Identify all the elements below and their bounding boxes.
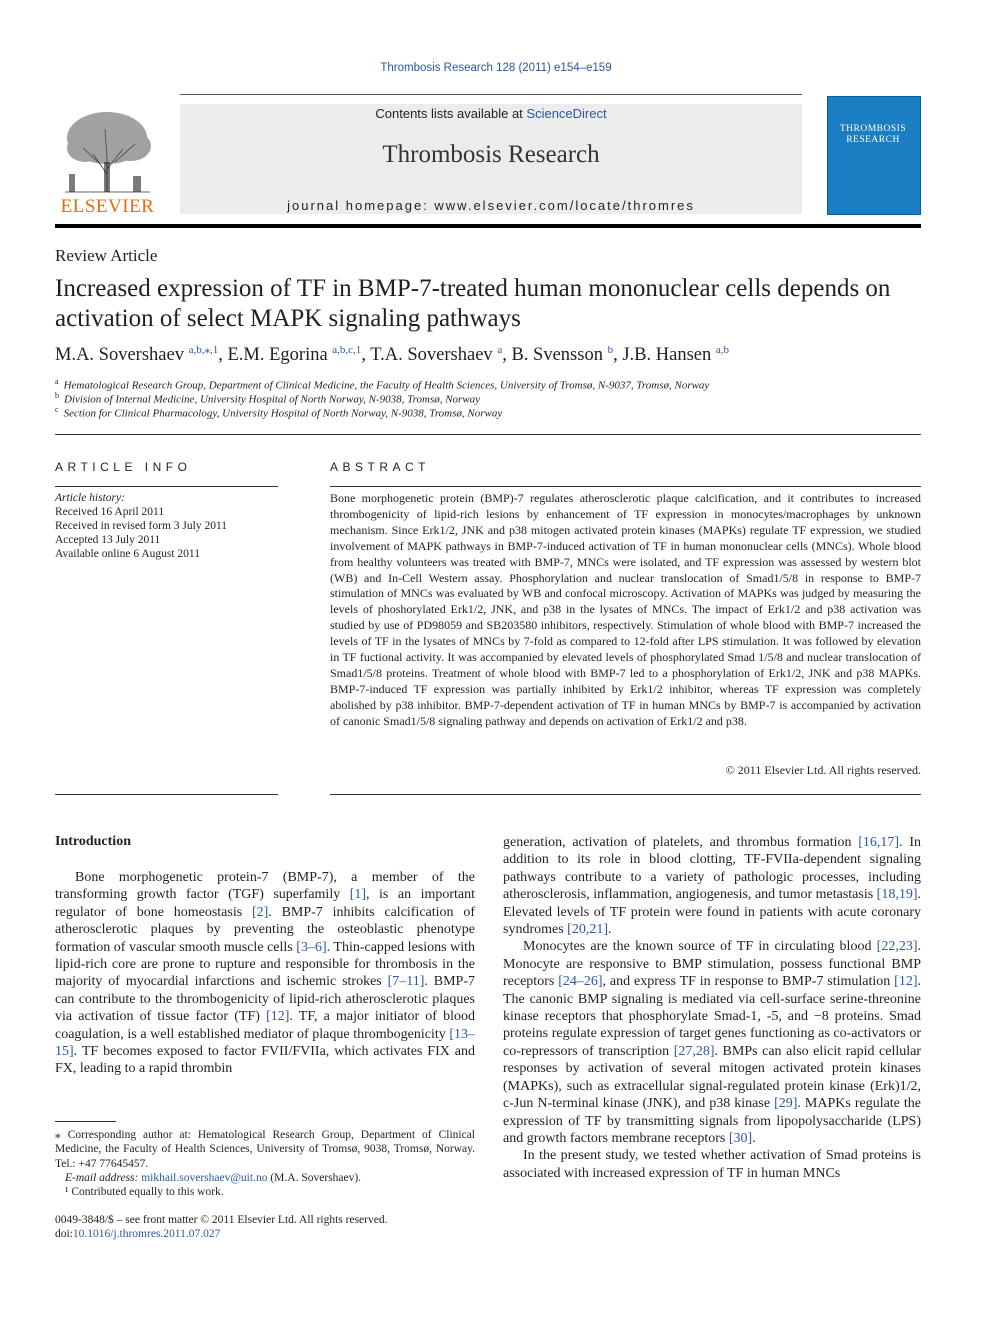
paragraph-text: .	[752, 1130, 756, 1146]
affiliation	[55, 405, 502, 420]
paragraph-text: . TF, a major initiator of blood coagulation, is a well established mediator of plaque thrombogenicity	[55, 1009, 475, 1042]
affiliation-text: Division of Internal Medicine, University Hospital of North Norway, N-9038, Tromsø, Norway	[64, 393, 481, 406]
email-suffix: (M.A. Sovershaev).	[267, 1172, 362, 1184]
paragraph-text: . Thin-capped lesions with lipid-rich core are prone to rupture and responsible for thrombosis in the majority of myocardial infarctions and ischemic strokes	[55, 939, 475, 990]
intro-paragraph	[503, 1147, 921, 1182]
citation-link[interactable]: [30]	[728, 1130, 753, 1146]
paragraph-text: . BMPs can also elicit rapid cellular responses by activation of several mitogen activated protein kinases (MAPKs), such as extracellular signal-regulated protein kinase (Erk)1/2, c-Jun N-terminal kinase (JNK), and p38 kinase	[503, 1043, 921, 1112]
journal-homepage[interactable]: journal homepage: www.elsevier.com/locate/thromres	[287, 198, 695, 213]
author: T.A. Sovershaev	[370, 345, 493, 366]
abstract-copyright: © 2011 Elsevier Ltd. All rights reserved.	[725, 763, 921, 777]
affiliation	[55, 377, 709, 392]
history-item: Accepted 13 July 2011	[55, 534, 161, 546]
paragraph-text: Bone morphogenetic protein-7 (BMP-7), a member of the transforming growth factor (TGF) superfamily	[55, 870, 475, 903]
intro-paragraph	[55, 869, 475, 1078]
paragraph-text: . Elevated levels of TF protein were found in patients with acute coronary syndromes	[503, 887, 921, 938]
journal-cover[interactable]	[827, 96, 921, 215]
header-rule	[180, 94, 802, 95]
cover-title	[827, 124, 919, 146]
paragraph-text: , is an important regulator of bone homeostasis	[55, 887, 475, 920]
citation-link[interactable]: [24–26]	[558, 974, 603, 990]
author-affiliation-marks[interactable]: b	[607, 344, 614, 356]
info-bottom-rule	[55, 794, 278, 795]
affiliation-mark: a	[55, 377, 59, 386]
intro-left-column	[55, 869, 475, 1078]
author: M.A. Sovershaev	[55, 345, 184, 366]
journal-citation[interactable]: Thrombosis Research 128 (2011) e154–e159	[380, 62, 612, 74]
history-item: Received 16 April 2011	[55, 506, 165, 518]
citation-link[interactable]: [22,23]	[876, 939, 918, 955]
author: B. Svensson	[511, 345, 603, 366]
author-list	[55, 343, 935, 366]
affiliation-text: Hematological Research Group, Department of Clinical Medicine, the Faculty of Health Sciences, University of Tromsø, N-9037, Tromsø, Norway	[63, 379, 710, 392]
affiliation-mark: c	[55, 405, 59, 414]
paragraph-text: , and express TF in response to BMP-7 stimulation	[602, 974, 895, 990]
affiliation-text: Section for Clinical Pharmacology, University Hospital of North Norway, N-9038, Tromsø, Norway	[63, 407, 503, 420]
history-item: Received in revised form 3 July 2011	[55, 520, 228, 532]
email-label: E-mail address:	[65, 1172, 142, 1184]
contents-prefix: Contents lists available at	[375, 106, 527, 121]
article-info-heading: ARTICLE INFO	[55, 460, 192, 474]
section-rule	[55, 434, 921, 435]
citation-link[interactable]: [7–11]	[387, 974, 425, 990]
author-separator: ,	[613, 345, 623, 366]
email-link[interactable]: mikhail.sovershaev@uit.no	[141, 1172, 268, 1184]
history-label: Article history:	[55, 492, 125, 504]
paragraph-text: . BMP-7 inhibits calcification of atherosclerotic plaques by preventing the osteoblastic phenotype formation of vascular smooth muscle cells	[55, 904, 475, 955]
article-type: Review Article	[55, 246, 158, 265]
author-separator: ,	[218, 345, 228, 366]
footnote-rule	[55, 1121, 116, 1122]
doi-line	[55, 1228, 220, 1240]
author: E.M. Egorina	[227, 345, 328, 366]
author-affiliation-marks[interactable]: a	[497, 344, 503, 356]
corresponding-author-note: ⁎ Corresponding author at: Hematological Research Group, Department of Clinical Medicine, the Faculty of Health Sciences, University of Tromsø, 9038, Tromsø, Norway. Tel.: +47 77645457.	[55, 1129, 475, 1170]
intro-right-column	[503, 834, 921, 1182]
citation-link[interactable]: [13–15]	[55, 1026, 475, 1060]
history-item: Available online 6 August 2011	[55, 548, 201, 560]
issn-line: 0049-3848/$ – see front matter © 2011 Elsevier Ltd. All rights reserved.	[55, 1214, 388, 1226]
citation-link[interactable]: [18,19]	[876, 887, 918, 903]
citation-link[interactable]: [16,17]	[858, 835, 900, 850]
email-note	[55, 1171, 485, 1185]
citation-link[interactable]: [1]	[349, 887, 367, 903]
paragraph-text: . TF becomes exposed to factor FVII/FVIIa, which activates FIX and FX, leading to a rapid thrombin	[55, 1044, 475, 1077]
cover-title-line-1: THROMBOSIS	[839, 124, 907, 134]
paragraph-text: generation, activation of platelets, and thrombus formation	[503, 835, 859, 850]
abstract-bottom-rule	[330, 794, 921, 795]
paragraph-text: Monocytes are the known source of TF in circulating blood	[523, 939, 877, 955]
abstract-text: Bone morphogenetic protein (BMP)-7 regulates atherosclerotic plaque calcification, and it contributes to increased thrombogenicity of lipid-rich lesions by enhancement of TF expression in monocytes/macrophages by unknown mechanism. Since Erk1/2, JNK and p38 mitogen activated protein kinases (MAPKs) regulate TF expression, we studied involvement of MAPK pathways in BMP-7-induced activation of TF in human mononuclear cells (MNCs). Whole blood from healthy volunteers was treated with BMP-7, MNCs were isolated, and TF expression was assessed by western blot (WB) and In-Cell Western assay. Phosphorylation and nuclear translocation of Smad1/5/8 in response to BMP-7 stimulation of MNCs was evaluated by WB and confocal microscopy. Activation of MAPKs was judged by measuring the levels of phoshorylated Erk1/2, JNK, and p38 in the lysates of MNCs. The impact of Erk1/2 and p38 activation was studied by use of PD98059 and SB203580 inhibitors, respectively. Stimulation of whole blood with BMP-7 increased the levels of TF in the lysates of MNCs by 7-fold as compared to 12-fold after LPS stimulation. It was followed by elevation in TF fuctional activity. It was accompanied by elevated levels of phosphorylated Smad 1/5/8 and nuclear translocation of Smad1/5/8 proteins. Treatment of whole blood with BMP-7 led to a phosphorylation of Erk1/2, JNK and p38 MAPKs. BMP-7-induced TF expression was partially inhibited by Erk1/2 inhibitor, whereas TF expression was completely abolished by p38 inhibitor. BMP-7-dependent activation of TF in human MNCs by BMP-7 is accompanied by activation of canonic Smad1/5/8 signaling pathway and depends on activation of Erk1/2 and p38.	[330, 491, 921, 728]
citation-link[interactable]: [12]	[894, 974, 918, 990]
equal-contribution-note: ¹ Contributed equally to this work.	[65, 1186, 224, 1198]
author-affiliation-marks[interactable]: a,b,c,1	[332, 344, 362, 356]
intro-paragraph	[503, 834, 921, 938]
info-rule	[55, 486, 278, 487]
paragraph-text: . BMP-7 can contribute to the thrombogenicity of lipid-rich atherosclerotic plaques via activation of tissue factor (TF)	[55, 974, 475, 1025]
affiliation	[55, 391, 480, 406]
paragraph-text: . Monocyte are responsive to BMP stimulation, possess functional BMP receptors	[503, 939, 921, 990]
introduction-heading: Introduction	[55, 834, 131, 849]
intro-paragraph	[503, 938, 921, 1147]
author-separator: ,	[502, 345, 512, 366]
paragraph-text: . The canonic BMP signaling is mediated via cell-surface serine-threonine kinase receptors that phosphorylate Smad-1, -5, and −8 proteins. Smad proteins regulate expression of target genes functioning as co-activators or co-repressors of transcription	[503, 974, 921, 1059]
elsevier-wordmark: ELSEVIER	[60, 196, 155, 217]
article-title: Increased expression of TF in BMP-7-treated human mononuclear cells depends on activation of select MAPK signaling pathways	[55, 275, 891, 332]
citation-link[interactable]: [3–6]	[296, 939, 327, 955]
paragraph-text: .	[608, 922, 612, 938]
paragraph-text: . In addition to its role in blood clotting, TF-FVIIa-dependent signaling pathways contribute to a variety of pathologic processes, including atherosclerosis, inflammation, angiogenesis, and tumor metastasis	[503, 835, 922, 903]
journal-name: Thrombosis Research	[382, 141, 600, 168]
citation-link[interactable]: [27,28]	[673, 1043, 715, 1059]
paragraph-text: . MAPKs regulate the expression of TF by transmitting signals from lipopolysaccharide (LPS) and growth factors membrane receptors	[503, 1096, 922, 1146]
citation-link[interactable]: [2]	[251, 904, 269, 920]
doi-link[interactable]: 10.1016/j.thromres.2011.07.027	[72, 1228, 221, 1240]
author: J.B. Hansen	[622, 345, 712, 366]
abstract-heading: ABSTRACT	[330, 460, 431, 474]
contents-line	[180, 106, 802, 121]
affiliation-mark: b	[55, 391, 59, 400]
citation-link[interactable]: [12]	[266, 1009, 290, 1025]
header-thick-rule	[55, 224, 921, 228]
paragraph-text: In the present study, we tested whether activation of Smad proteins is associated with increased expression of TF in human MNCs	[503, 1148, 921, 1181]
author-separator: ,	[361, 345, 371, 366]
abstract-rule	[330, 486, 921, 487]
author-affiliation-marks[interactable]: a,b,⁎,1	[188, 344, 219, 356]
cover-title-line-2: RESEARCH	[846, 135, 900, 145]
citation-link[interactable]: [29]	[774, 1096, 798, 1112]
sciencedirect-link[interactable]: ScienceDirect	[526, 106, 607, 121]
doi-prefix: doi:	[55, 1228, 73, 1240]
citation-link[interactable]: [20,21]	[567, 922, 608, 938]
author-affiliation-marks[interactable]: a,b	[715, 344, 729, 356]
